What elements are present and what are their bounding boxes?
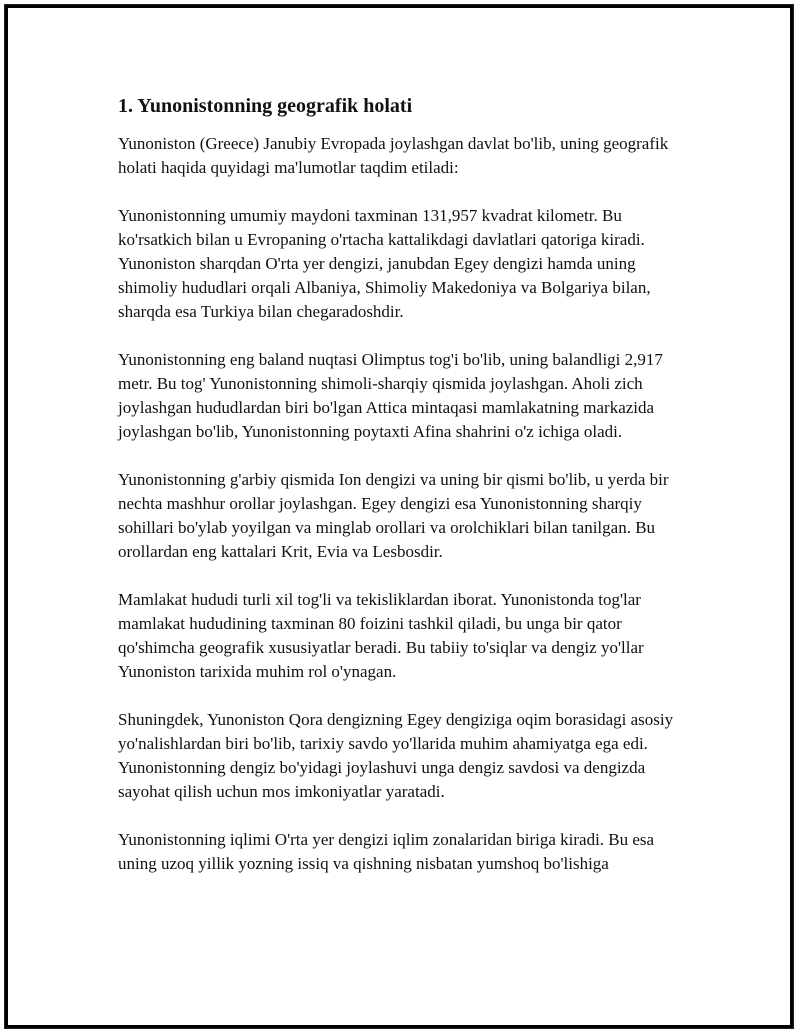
document-body [118, 92, 693, 900]
paragraph-intro: Yunoniston (Greece) Janubiy Evropada joylashgan davlat bo'lib, uning geografik holati haqida quyidagi ma'lumotlar taqdim etiladi: [118, 134, 669, 177]
paragraph-area-borders: Yunonistonning umumiy maydoni taxminan 131,957 kvadrat kilometr. Bu ko'rsatkich bilan u Evropaning o'rtacha kattalikdagi davlatlari qatoriga kiradi. Yunoniston sharqdan O'rta yer dengizi, janubdan Egey dengizi hamda uning shimoliy hududlari orqali Albaniya, Shimoliy Makedoniya va Bolgariya bilan, sharqda esa Turkiya bilan chegaradoshdir. [118, 206, 651, 321]
paragraph-climate: Yunonistonning iqlimi O'rta yer dengizi iqlim zonalaridan biriga kiradi. Bu esa uning uzoq yillik yozning issiq va qishning nisbatan yumshoq bo'lishiga [118, 830, 655, 873]
section-heading: 1. Yunonistonning geografik holati [118, 95, 413, 117]
paragraph-terrain: Mamlakat hududi turli xil tog'li va tekisliklardan iborat. Yunonistonda tog'lar mamlakat hududining taxminan 80 foizini tashkil qiladi, bu unga bir qator qo'shimcha geografik xususiyatlar beradi. Bu tabiiy to'siqlar va dengiz yo'llar Yunoniston tarixida muhim rol o'ynagan. [118, 590, 644, 681]
paragraph-highest-point: Yunonistonning eng baland nuqtasi Olimptus tog'i bo'lib, uning balandligi 2,917 metr. Bu tog' Yunonistonning shimoli-sharqiy qismida joylashgan. Aholi zich joylashgan hududlardan biri bo'lgan Attica mintaqasi mamlakatning markazida joylashgan bo'lib, Yunonistonning poytaxti Afina shahrini o'z ichiga oladi. [118, 350, 663, 441]
paragraph-seas-islands: Yunonistonning g'arbiy qismida Ion dengizi va uning bir qismi bo'lib, u yerda bir nechta mashhur orollar joylashgan. Egey dengizi esa Yunonistonning sharqiy sohillari bo'ylab yoyilgan va minglab orollari va orolchiklari bilan tanilgan. Bu orollardan eng kattalari Krit, Evia va Lesbosdir. [118, 470, 669, 561]
paragraph-trade-routes: Shuningdek, Yunoniston Qora dengizning Egey dengiziga oqim borasidagi asosiy yo'nalishlardan biri bo'lib, tarixiy savdo yo'llarida muhim ahamiyatga ega edi. Yunonistonning dengiz bo'yidagi joylashuvi unga dengiz savdosi va dengizda sayohat qilish uchun mos imkoniyatlar yaratadi. [118, 710, 674, 801]
